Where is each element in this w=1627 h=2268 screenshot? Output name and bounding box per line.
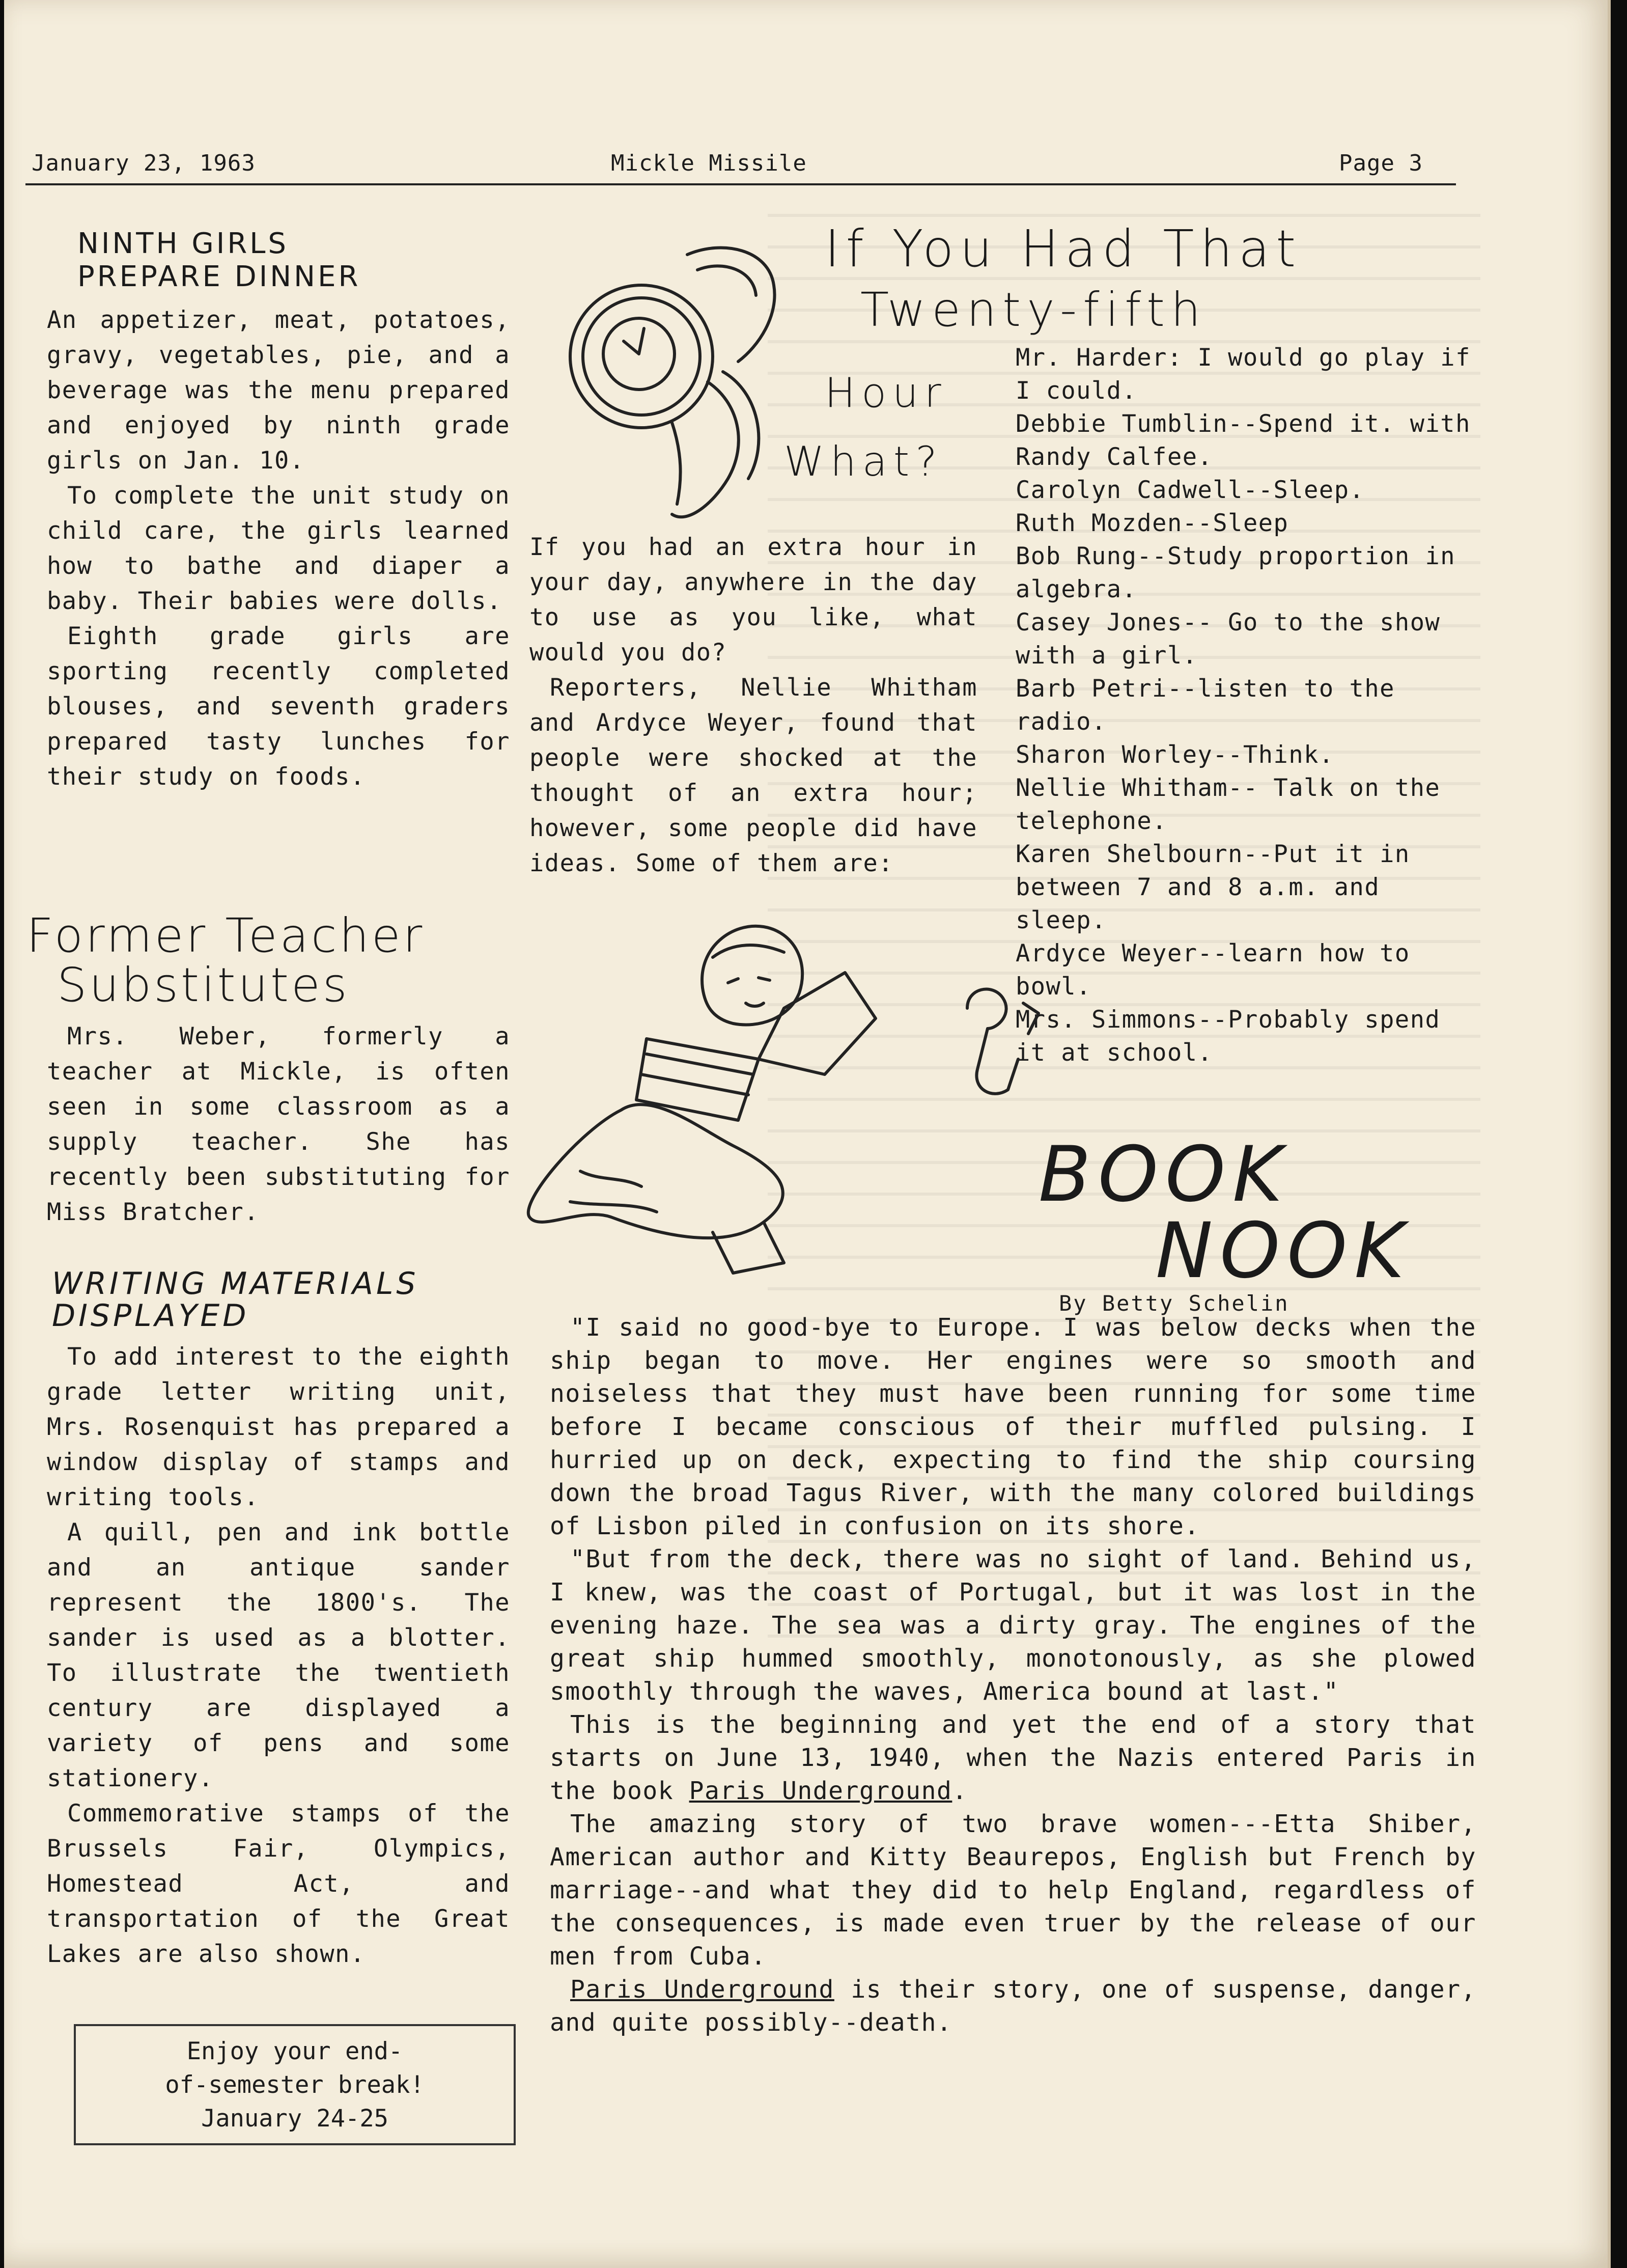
article-headline: DISPLAYED [52,1298,249,1334]
article-headline: Twenty-fifth [860,283,1207,337]
paragraph [550,1973,1476,2039]
article-headline: Hour [825,369,947,417]
book-nook-article [550,1311,1476,2039]
paragraph: If you had an extra hour in your day, anywhere in the day to use as you like, what would you do? [529,533,977,667]
list-item: Debbie Tumblin--Spend it. with Randy Calfee. [1016,410,1471,471]
article-headline: PREPARE DINNER [77,260,361,293]
page-header [25,150,1456,186]
book-title: Paris Underground [689,1777,952,1805]
list-item: Sharon Worley--Think. [1016,741,1334,769]
announcement-line: Enjoy your end- [186,2037,403,2065]
paragraph: Mrs. Weber, formerly a teacher at Mickle, is often seen in some classroom as a supply teacher. She has recently been substituting for Miss Bratcher. [47,1022,510,1227]
paragraph: Reporters, Nellie Whitham and Ardyce Weyer, found that people were shocked at the thought of an extra hour; however, some people did have ideas. Some of them are: [529,674,977,877]
issue-date: January 23, 1963 [32,150,256,176]
list-item: Casey Jones-- Go to the show with a girl. [1016,609,1441,670]
paragraph: Eighth grade girls are sporting recently completed blouses, and seventh graders prepared tasty lunches for their study on foods. [47,622,510,791]
list-item: Bob Rung--Study proportion in algebra. [1016,542,1456,603]
book-nook-headline: NOOK [1156,1207,1412,1295]
wristwatch-drawing [555,239,809,535]
list-item: Barb Petri--listen to the radio. [1016,675,1395,736]
list-item: Karen Shelbourn--Put it in between 7 and 8 a.m. and sleep. [1016,840,1410,934]
paragraph: To complete the unit study on child care, the girls learned how to bathe and diaper a baby. Their babies were dolls. [47,481,510,615]
break-announcement-box [74,2024,516,2145]
paragraph: "I said no good-bye to Europe. I was below decks when the ship began to move. Her engines were so smooth and noiseless that they must have been running for some time before I became conscious of their muffled pulsing. I hurried up on deck, expecting to find the ship coursing down the broad Tagus River, with the many colored buildings of Lisbon piled in confusion on its shore. [550,1313,1476,1540]
paragraph: To add interest to the eighth grade letter writing unit, Mrs. Rosenquist has prepared a window display of stamps and writing tools. [47,1343,510,1511]
list-item: Mr. Harder: I would go play if I could. [1016,344,1471,405]
header-rule [25,183,1456,185]
book-nook-headline: BOOK [1039,1130,1290,1219]
article-headline: NINTH GIRLS [77,227,289,260]
list-item: Carolyn Cadwell--Sleep. [1016,476,1365,504]
paragraph: "But from the deck, there was no sight of land. Behind us, I knew, was the coast of Portugal, but it was lost in the evening haze. The sea was a dirty gray. The engines of the great ship hummed smoothly, monotonously, as she plowed smoothly through the waves, America bound at last." [550,1545,1476,1706]
ninth-girls-article [47,229,510,794]
list-item: Ruth Mozden--Sleep [1016,509,1289,537]
answers-list [1016,341,1474,1069]
article-headline: WRITING MATERIALS [52,1266,419,1302]
paragraph-text: This is the beginning and yet the end of a story that starts on June 13, 1940, when the Nazis entered Paris in the book [550,1710,1476,1805]
list-item: Mrs. Simmons--Probably spend it at school. [1016,1006,1441,1067]
paragraph: A quill, pen and ink bottle and an antique sander represent the 1800's. The sander is used as a blotter. To illustrate the twentieth century are displayed a variety of pens and some stationery. [47,1518,510,1792]
list-item: Nellie Whitham-- Talk on the telephone. [1016,774,1441,835]
twenty-fifth-hour-article [529,530,977,881]
newspaper-title: Mickle Missile [611,150,807,176]
byline: By Betty Schelin [1059,1291,1289,1316]
paragraph: Commemorative stamps of the Brussels Fair, Olympics, Homestead Act, and transportation of the Great Lakes are also shown. [47,1800,510,1968]
article-headline: If You Had That [825,219,1302,279]
book-title: Paris Underground [570,1975,834,2004]
page-number: Page 3 [1339,150,1423,176]
paragraph-text: is their story, one of suspense, danger, and quite possibly--death. [550,1975,1476,2037]
article-headline: Substitutes [57,957,350,1012]
announcement-line: of-semester break! [165,2071,425,2099]
paragraph: An appetizer, meat, potatoes, gravy, vegetables, pie, and a beverage was the menu prepared and enjoyed by ninth grade girls on Jan. 10. [47,306,510,475]
girl-reading-drawing [519,906,1069,1314]
former-teacher-article [26,908,510,1230]
paragraph-text: . [952,1777,968,1805]
article-headline: What? [784,438,943,485]
paragraph: The amazing story of two brave women---Etta Shiber, American author and Kitty Beaurepos, English but French by marriage--and what they did to help England, regardless of the consequences, is made even truer by the release of our men from Cuba. [550,1810,1476,1971]
paragraph [550,1708,1476,1808]
list-item: Ardyce Weyer--learn how to bowl. [1016,939,1410,1001]
writing-materials-article [47,1268,510,1972]
article-headline: Former Teacher [26,908,425,963]
announcement-line: January 24-25 [201,2105,388,2133]
